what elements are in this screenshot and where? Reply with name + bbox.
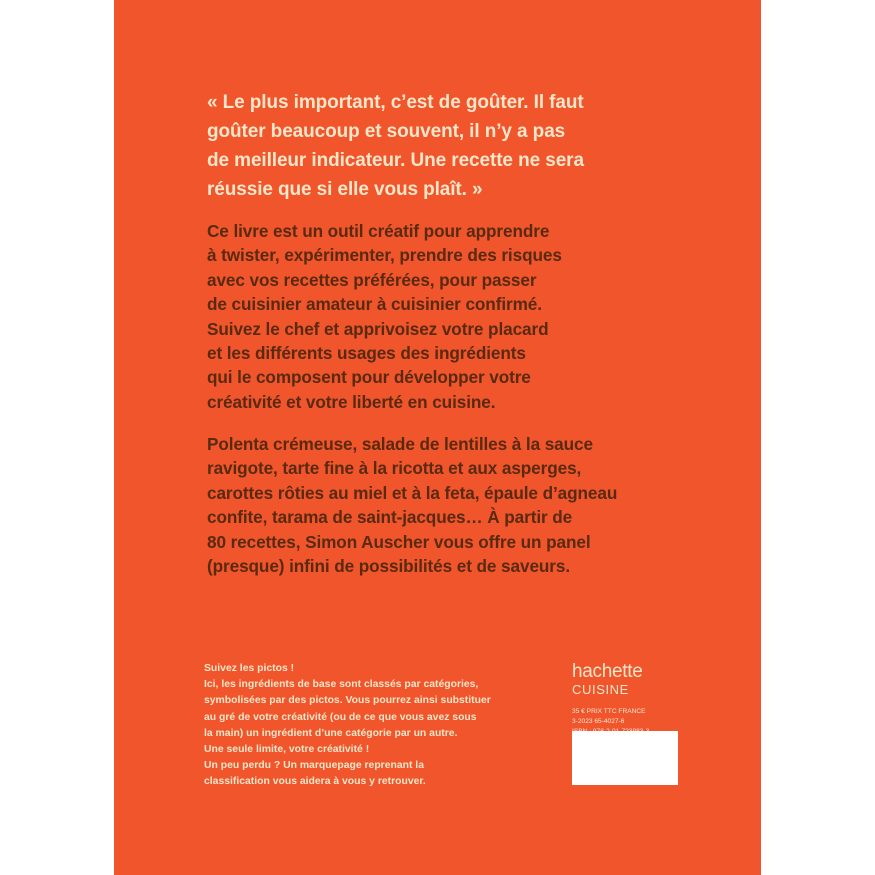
description-line: et les différents usages des ingrédients — [207, 343, 526, 364]
description-line: Suivez le chef et apprivoisez votre placard — [207, 318, 549, 339]
reference-text: 3-2023 65-4027-6 — [572, 718, 625, 725]
pictos-line: au gré de votre créativité (ou de ce que vous avez sous — [204, 711, 477, 723]
description-paragraph-1 — [207, 219, 737, 414]
quote-line: « Le plus important, c’est de goûter. Il faut — [207, 92, 584, 113]
description-line: carottes rôties au miel et à la feta, épaule d’agneau — [207, 482, 618, 503]
pictos-line: Une seule limite, votre créativité ! — [204, 744, 370, 756]
description-line: Polenta crémeuse, salade de lentilles à la sauce — [207, 434, 593, 454]
pictos-line: Ici, les ingrédients de base sont classés par catégories, — [204, 679, 479, 691]
description-paragraph-2 — [207, 432, 737, 578]
description-line: créativité et votre liberté en cuisine. — [207, 391, 496, 412]
quote-line: goûter beaucoup et souvent, il n’y a pas — [207, 121, 566, 142]
description-line: de cuisinier amateur à cuisinier confirmé. — [207, 294, 542, 315]
pictos-line: la main) un ingrédient d’une catégorie par un autre. — [204, 727, 458, 739]
quote-line: réussie que si elle vous plaît. » — [207, 179, 483, 200]
description-line: Ce livre est un outil créatif pour apprendre — [207, 221, 550, 241]
pictos-note — [204, 661, 564, 791]
description-line: (presque) infini de possibilités et de saveurs. — [207, 556, 571, 577]
price-text: 35 € PRIX TTC FRANCE — [572, 708, 646, 715]
description-line: qui le composent pour développer votre — [207, 367, 531, 388]
barcode-area — [572, 731, 678, 785]
publisher-imprint: CUISINE — [572, 682, 629, 697]
quote-line: de meilleur indicateur. Une recette ne sera — [207, 150, 584, 171]
description-line: avec vos recettes préférées, pour passer — [207, 269, 537, 290]
description-line: ravigote, tarte fine à la ricotta et aux asperges, — [207, 458, 582, 479]
book-back-cover — [114, 0, 761, 875]
pictos-line: classification vous aidera à vous y retrouver. — [204, 776, 426, 788]
publisher-block — [572, 662, 682, 737]
publisher-logo: hachette — [572, 661, 643, 682]
pictos-line: Un peu perdu ? Un marquepage reprenant la — [204, 760, 424, 772]
description-line: confite, tarama de saint-jacques… À partir de — [207, 507, 573, 528]
pictos-line: symbolisées par des pictos. Vous pourrez ainsi substituer — [204, 695, 491, 707]
description-line: 80 recettes, Simon Auscher vous offre un panel — [207, 531, 591, 552]
description-line: à twister, expérimenter, prendre des risques — [207, 245, 562, 266]
chef-quote — [207, 88, 727, 204]
pictos-title: Suivez les pictos ! — [204, 663, 295, 674]
